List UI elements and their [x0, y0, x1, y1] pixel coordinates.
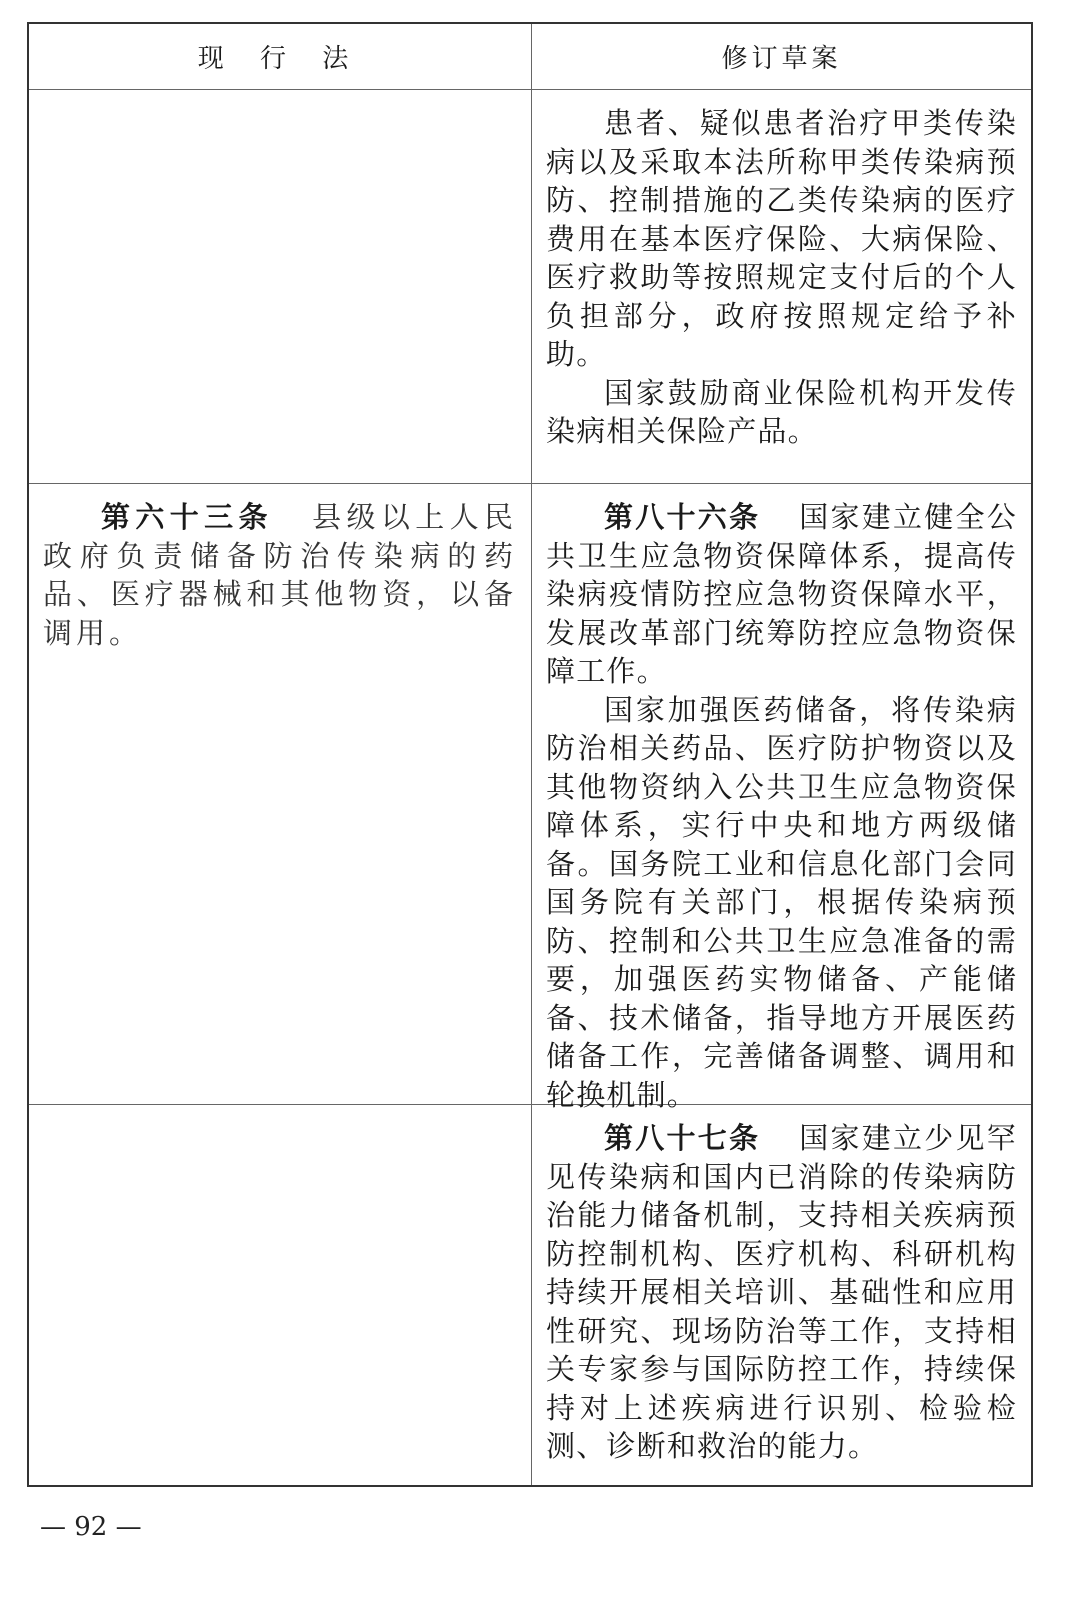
paragraph-text: 国家加强医药储备，将传染病防治相关药品、医疗防护物资以及其他物资纳入公共卫生应急物资保障体系，实行中央和地方两级储备。国务院工业和信息化部门会同国务院有关部门，根据传染病预防、控制和公共卫生应急准备的需要，加强医药实物储备、产能储备、技术储备，指导地方开展医药储备工作，完善储备调整、调用和轮换机制。 — [546, 692, 1017, 1112]
article-number: 第八十七条 — [604, 1121, 761, 1155]
draft-paragraph — [546, 104, 1017, 374]
draft-paragraph — [546, 374, 1017, 451]
table-header — [29, 24, 1031, 89]
paragraph-text: 国家鼓励商业保险机构开发传染病相关保险产品。 — [546, 375, 1017, 448]
law-paragraph — [43, 498, 517, 652]
table-row — [29, 89, 1031, 483]
current-law-cell — [29, 1105, 532, 1485]
article-number: 第六十三条 — [101, 500, 273, 534]
draft-paragraph — [546, 691, 1017, 1115]
draft-paragraph — [546, 1119, 1017, 1466]
draft-paragraph — [546, 498, 1017, 691]
revised-draft-cell — [532, 1105, 1031, 1485]
page-number: — 92 — — [40, 1512, 142, 1542]
paragraph-text: 国家建立少见罕见传染病和国内已消除的传染病防治能力储备机制，支持相关疾病预防控制机构、医疗机构、科研机构持续开展相关培训、基础性和应用性研究、现场防治等工作，支持相关专家参与国际防控工作，持续保持对上述疾病进行识别、检验检测、诊断和救治的能力。 — [546, 1121, 1017, 1463]
revised-draft-cell — [532, 484, 1031, 1112]
current-law-cell — [29, 90, 532, 483]
paragraph-text: 县级以上人民政府负责储备防治传染病的药品、医疗器械和其他物资，以备调用。 — [43, 500, 517, 650]
comparison-table — [27, 22, 1033, 1487]
paragraph-text: 国家建立健全公共卫生应急物资保障体系，提高传染病疫情防控应急物资保障水平，发展改革部门统筹防控应急物资保障工作。 — [546, 500, 1017, 688]
article-number: 第八十六条 — [604, 500, 761, 534]
table-row — [29, 483, 1031, 1112]
table-row — [29, 1104, 1031, 1485]
current-law-cell — [29, 484, 532, 1104]
header-revised-draft: 修订草案 — [721, 44, 842, 74]
revised-draft-cell — [532, 90, 1031, 483]
header-current-law: 现 行 法 — [29, 24, 532, 89]
paragraph-text: 患者、疑似患者治疗甲类传染病以及采取本法所称甲类传染病预防、控制措施的乙类传染病的医疗费用在基本医疗保险、大病保险、医疗救助等按照规定支付后的个人负担部分，政府按照规定给予补助。 — [546, 106, 1017, 371]
